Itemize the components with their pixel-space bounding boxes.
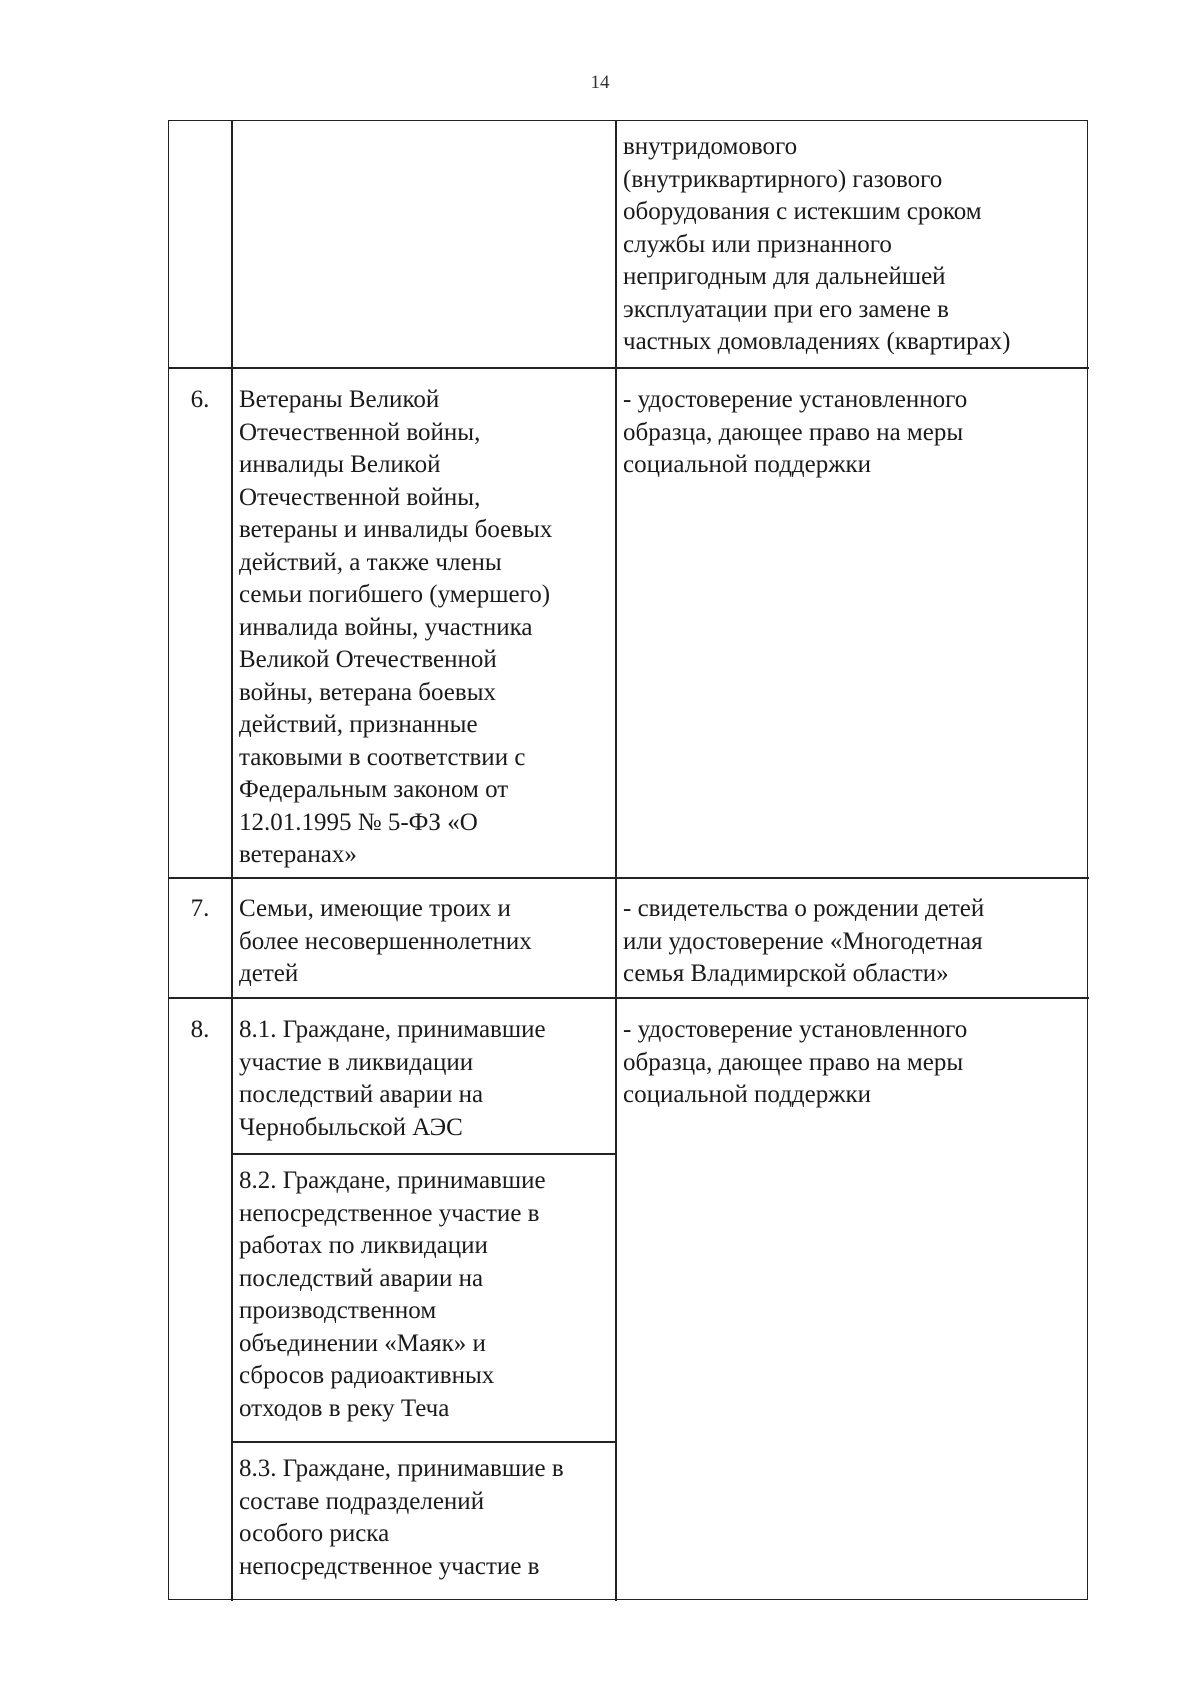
table-row-1-documents: внутридомового (внутриквартирного) газового оборудования с истекшим сроком службы или признанного непригодным для дальнейшей эксплуатации при его замене в частных домовладениях (квартирах) bbox=[623, 133, 1011, 355]
page-number: 14 bbox=[590, 72, 610, 93]
table-row-6-documents: - удостоверение установленного образца, дающее право на меры социальной поддержки bbox=[623, 386, 968, 478]
subrow-divider-1 bbox=[231, 1153, 615, 1155]
benefits-table bbox=[168, 120, 1088, 1600]
table-row-6-category: Ветераны Великой Отечественной войны, инвалиды Великой Отечественной войны, ветераны и инвалиды боевых действий, а также члены семьи погибшего (умершего) инвалида войны, участника Великой Отечественной войны, ветерана боевых действий, признанные таковыми в соответствии с Федеральным законом от 12.01.1995 № 5-ФЗ «О ветеранах» bbox=[239, 386, 553, 868]
table-row-6-number: 6. bbox=[190, 386, 210, 413]
table-row-7-documents: - свидетельства о рождении детей или удостоверение «Многодетная семья Владимирской области» bbox=[623, 895, 985, 987]
column-divider-2 bbox=[615, 121, 617, 1601]
table-row-8-subcategory-2: 8.2. Граждане, принимавшие непосредственное участие в работах по ликвидации последствий аварии на производственном объединении «Маяк» и сбросов радиоактивных отходов в реку Теча bbox=[239, 1167, 546, 1422]
table-row-8-number: 8. bbox=[190, 1016, 210, 1043]
column-divider-1 bbox=[231, 121, 233, 1601]
subrow-divider-2 bbox=[231, 1441, 615, 1443]
table-row-8-subcategory-3: 8.3. Граждане, принимавшие в составе подразделений особого риска непосредственное участие в bbox=[239, 1455, 564, 1580]
table-row-8-documents: - удостоверение установленного образца, дающее право на меры социальной поддержки bbox=[623, 1016, 968, 1108]
row-divider-1 bbox=[169, 367, 1089, 369]
table-row-7-category: Семьи, имеющие троих и более несовершеннолетних детей bbox=[239, 895, 532, 987]
row-divider-3 bbox=[169, 997, 1089, 999]
table-row-7-number: 7. bbox=[190, 895, 210, 922]
table-row-8-subcategory-1: 8.1. Граждане, принимавшие участие в ликвидации последствий аварии на Чернобыльской АЭС bbox=[239, 1016, 546, 1141]
row-divider-2 bbox=[169, 877, 1089, 879]
